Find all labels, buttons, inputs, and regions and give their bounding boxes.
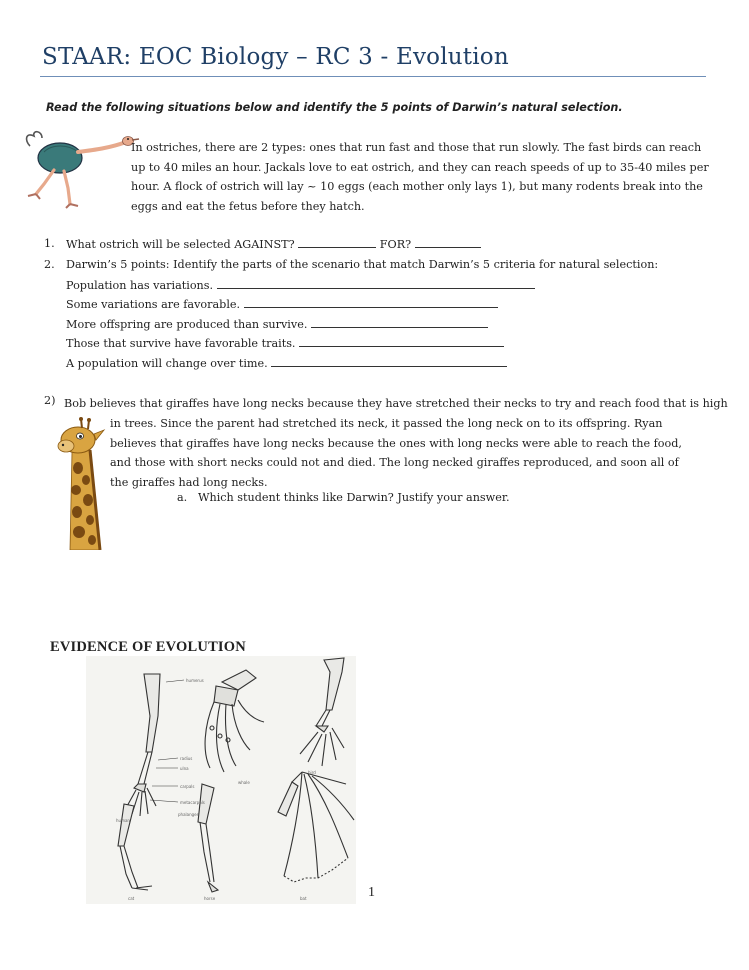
answer-blank[interactable]	[311, 317, 488, 328]
darwin-point-1	[66, 278, 535, 292]
answer-blank-for[interactable]	[415, 237, 481, 248]
svg-text:bat: bat	[300, 896, 307, 901]
answer-blank-against[interactable]	[298, 237, 376, 248]
giraffe-scenario-paragraph: in trees. Since the parent had stretched its neck, it passed the long neck on to its offspring. Ryan believes that giraffes have long necks because the ones with long necks were able to reach the food, and those with short necks could not and died. The long necked giraffes reproduced, and soon all of the giraffes had long necks.	[110, 417, 682, 489]
ostrich-cartoon-icon	[22, 128, 140, 210]
title-divider	[40, 76, 706, 77]
svg-text:humerus: humerus	[186, 678, 204, 683]
svg-text:whale: whale	[238, 780, 250, 785]
answer-blank[interactable]	[299, 336, 504, 347]
question-2-text: Darwin’s 5 points: Identify the parts of the scenario that match Darwin’s 5 criteria for natural selection:	[66, 258, 659, 271]
svg-text:bird: bird	[308, 770, 316, 775]
giraffe-question-number: 2)	[44, 394, 56, 407]
question-1-for-text: FOR?	[379, 238, 412, 251]
darwin-point-label: Some variations are favorable.	[66, 298, 241, 311]
page-title: STAAR: EOC Biology – RC 3 - Evolution	[42, 44, 509, 70]
darwin-point-2	[66, 297, 498, 311]
svg-text:human: human	[116, 818, 130, 823]
svg-text:ulna: ulna	[180, 766, 189, 771]
giraffe-cartoon-icon	[56, 416, 110, 550]
svg-text:carpals: carpals	[180, 784, 195, 789]
svg-text:metacarpals: metacarpals	[180, 800, 205, 805]
evidence-heading: EVIDENCE OF EVOLUTION	[50, 639, 246, 655]
sub-question-a: Which student thinks like Darwin? Justify your answer.	[198, 491, 510, 504]
giraffe-scenario-first-line: Bob believes that giraffes have long necks because they have stretched their necks to try and reach food that is high	[64, 397, 728, 410]
svg-text:phalanges: phalanges	[178, 812, 199, 817]
instructions: Read the following situations below and identify the 5 points of Darwin’s natural selection.	[46, 101, 623, 114]
svg-text:cat: cat	[128, 896, 135, 901]
question-1	[66, 237, 481, 251]
question-1-against-text: What ostrich will be selected AGAINST?	[66, 238, 295, 251]
sub-question-a-label: a.	[177, 491, 188, 504]
answer-blank[interactable]	[271, 356, 507, 367]
answer-blank[interactable]	[217, 278, 535, 289]
darwin-point-4	[66, 336, 504, 350]
darwin-point-label: A population will change over time.	[66, 357, 268, 370]
darwin-point-label: More offspring are produced than survive.	[66, 318, 308, 331]
svg-text:radius: radius	[180, 756, 193, 761]
darwin-point-label: Those that survive have favorable traits.	[66, 337, 296, 350]
answer-blank[interactable]	[244, 297, 498, 308]
svg-text:horse: horse	[204, 896, 216, 901]
darwin-point-3	[66, 317, 488, 331]
question-1-number: 1.	[44, 237, 55, 250]
question-2-number: 2.	[44, 258, 55, 271]
homologous-limb-bones-figure	[86, 656, 356, 904]
darwin-point-label: Population has variations.	[66, 279, 214, 292]
page-number: 1	[368, 885, 375, 900]
ostrich-scenario-paragraph: In ostriches, there are 2 types: ones that run fast and those that run slowly. The fast birds can reach up to 40 miles an hour. Jackals love to eat ostrich, and they can reach speeds of up to 35-40 miles per hour. A flock of ostrich will lay ~ 10 eggs (each mother only lays 1), but many rodents break into the eggs and eat the fetus before they hatch.	[131, 141, 709, 213]
darwin-point-5	[66, 356, 507, 370]
